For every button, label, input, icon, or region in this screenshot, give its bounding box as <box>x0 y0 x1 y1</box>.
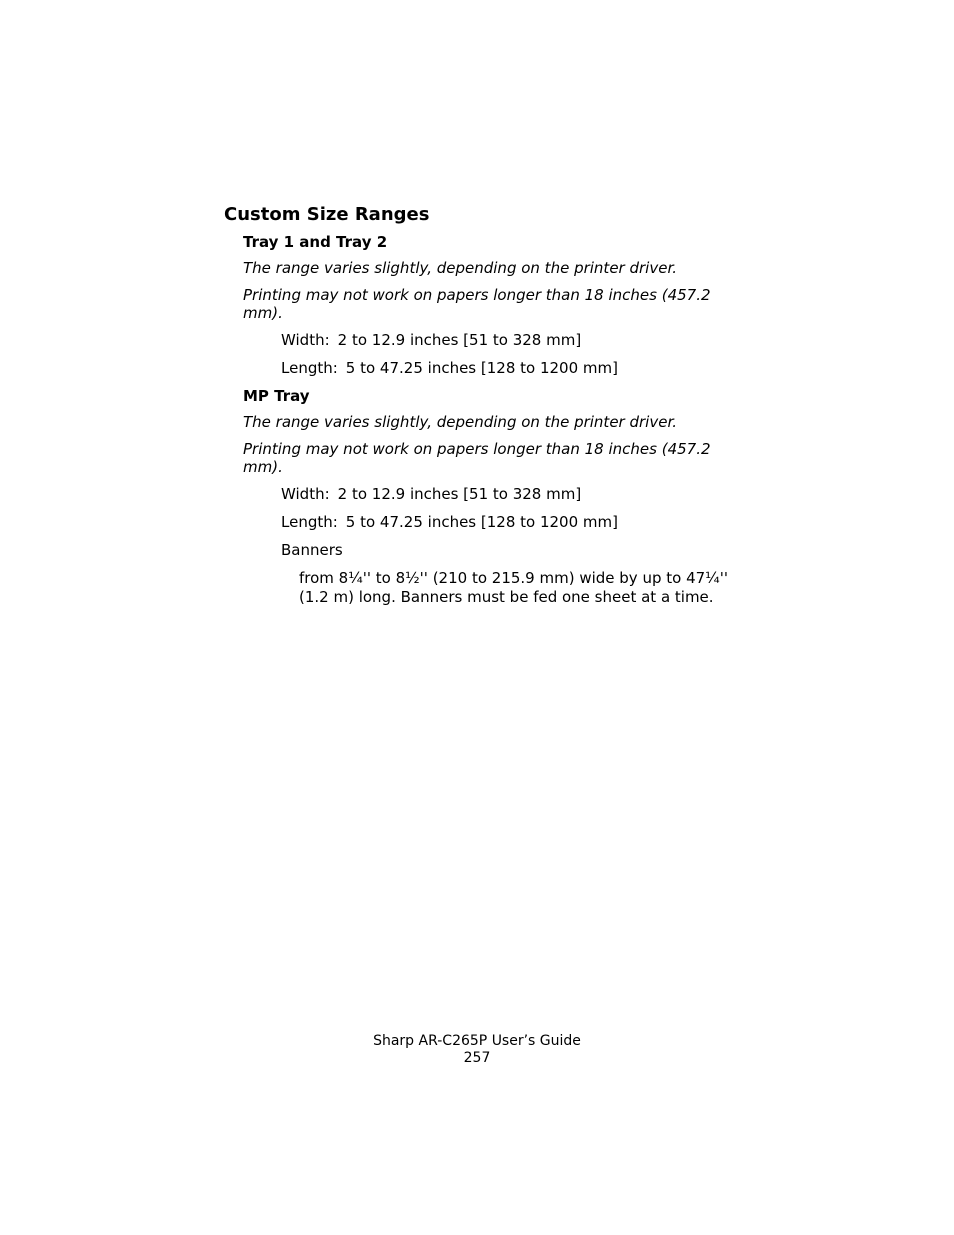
section-title-mp-tray: MP Tray <box>243 387 310 405</box>
spec-banners-label: Banners <box>281 541 343 559</box>
spec-width-value: 2 to 12.9 inches [51 to 328 mm] <box>337 485 582 503</box>
footer-page-number: 257 <box>463 1050 491 1066</box>
spec-length-label: Length: <box>281 359 338 377</box>
section-note-driver: The range varies slightly, depending on the printer driver. <box>243 259 677 277</box>
section-note-length-limit: Printing may not work on papers longer than 18 inches (457.2 mm). <box>243 286 711 322</box>
spec-length <box>281 359 618 378</box>
spec-width-value: 2 to 12.9 inches [51 to 328 mm] <box>337 331 582 349</box>
spec-width <box>281 331 581 350</box>
spec-length <box>281 513 618 532</box>
spec-length-label: Length: <box>281 513 338 531</box>
spec-length-value: 5 to 47.25 inches [128 to 1200 mm] <box>345 513 618 531</box>
spec-length-value: 5 to 47.25 inches [128 to 1200 mm] <box>345 359 618 377</box>
spec-banners-text: from 8¼'' to 8½'' (210 to 215.9 mm) wide by up to 47¼'' (1.2 m) long. Banners must be fed one sheet at a time. <box>299 569 728 606</box>
footer-guide-title: Sharp AR-C265P User’s Guide <box>373 1033 581 1049</box>
section-title-tray-1-and-2: Tray 1 and Tray 2 <box>243 233 388 251</box>
section-note-driver: The range varies slightly, depending on the printer driver. <box>243 413 677 431</box>
page-title: Custom Size Ranges <box>224 204 430 225</box>
spec-width-label: Width: <box>281 485 330 503</box>
section-note-length-limit: Printing may not work on papers longer than 18 inches (457.2 mm). <box>243 440 711 476</box>
spec-width <box>281 485 581 504</box>
spec-width-label: Width: <box>281 331 330 349</box>
